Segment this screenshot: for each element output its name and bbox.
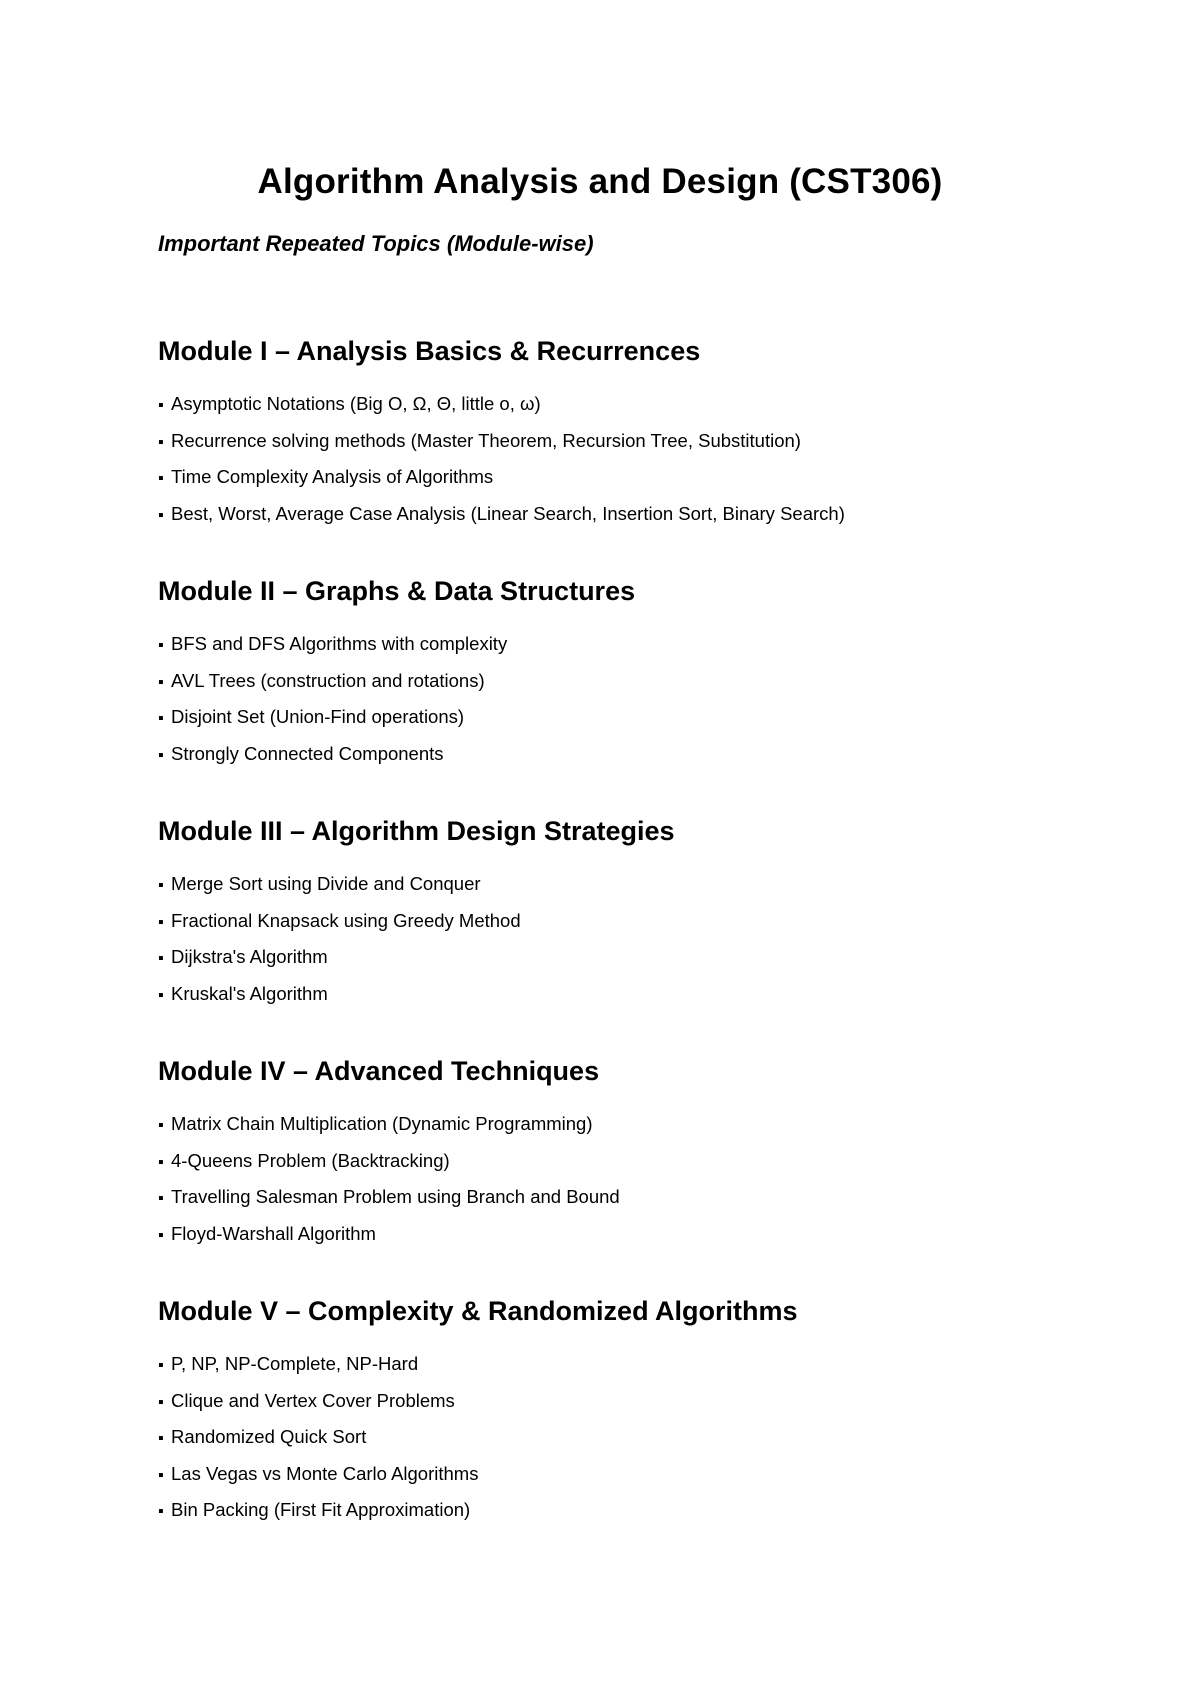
topic-text: BFS and DFS Algorithms with complexity bbox=[171, 633, 508, 654]
module-2-section bbox=[158, 574, 1118, 772]
module-heading: Module III – Algorithm Design Strategies bbox=[158, 816, 675, 846]
topic-text: Merge Sort using Divide and Conquer bbox=[171, 873, 481, 894]
list-item bbox=[158, 736, 1118, 773]
list-item bbox=[158, 1492, 1118, 1529]
bullet-icon: ▪ bbox=[158, 950, 164, 967]
bullet-icon: ▪ bbox=[158, 637, 164, 654]
bullet-icon: ▪ bbox=[158, 1226, 164, 1244]
module-5-section bbox=[158, 1294, 1118, 1529]
bullet-icon: ▪ bbox=[158, 710, 164, 727]
module-3-section bbox=[158, 814, 1118, 1012]
topic-text: Clique and Vertex Cover Problems bbox=[171, 1389, 455, 1411]
bullet-icon: ▪ bbox=[158, 877, 164, 894]
module-heading: Module I – Analysis Basics & Recurrences bbox=[158, 336, 701, 366]
list-item bbox=[158, 1143, 1118, 1180]
topic-text: Las Vegas vs Monte Carlo Algorithms bbox=[171, 1462, 479, 1484]
module-4-section bbox=[158, 1054, 1118, 1252]
topic-text: Dijkstra's Algorithm bbox=[171, 946, 328, 967]
bullet-icon: ▪ bbox=[158, 1393, 164, 1411]
topic-list bbox=[158, 1106, 1118, 1252]
module-heading: Module II – Graphs & Data Structures bbox=[158, 576, 636, 606]
bullet-icon: ▪ bbox=[158, 506, 164, 524]
topic-text: Asymptotic Notations (Big O, Ω, Θ, little o, ω) bbox=[171, 393, 541, 414]
list-item bbox=[158, 386, 1118, 423]
bullet-icon: ▪ bbox=[158, 433, 164, 451]
topic-text: 4-Queens Problem (Backtracking) bbox=[171, 1149, 450, 1171]
module-heading: Module IV – Advanced Techniques bbox=[158, 1056, 600, 1086]
list-item bbox=[158, 939, 1118, 976]
bullet-icon: ▪ bbox=[158, 1430, 164, 1447]
list-item bbox=[158, 1179, 1118, 1216]
bullet-icon: ▪ bbox=[158, 1153, 164, 1171]
topic-text: Disjoint Set (Union-Find operations) bbox=[171, 706, 465, 727]
topic-text: Kruskal's Algorithm bbox=[171, 982, 328, 1004]
list-item bbox=[158, 1346, 1118, 1383]
list-item bbox=[158, 459, 1118, 496]
bullet-icon: ▪ bbox=[158, 470, 164, 487]
bullet-icon: ▪ bbox=[158, 1190, 164, 1207]
topic-text: Randomized Quick Sort bbox=[171, 1426, 367, 1447]
topic-list bbox=[158, 866, 1118, 1012]
list-item bbox=[158, 866, 1118, 903]
bullet-icon: ▪ bbox=[158, 986, 164, 1004]
bullet-icon: ▪ bbox=[158, 1503, 164, 1520]
topic-list bbox=[158, 1346, 1118, 1529]
topic-text: Floyd-Warshall Algorithm bbox=[171, 1222, 376, 1244]
list-item bbox=[158, 1216, 1118, 1253]
list-item bbox=[158, 423, 1118, 460]
list-item bbox=[158, 663, 1118, 700]
bullet-icon: ▪ bbox=[158, 913, 164, 931]
document-title: Algorithm Analysis and Design (CST306) bbox=[257, 162, 943, 201]
topic-list bbox=[158, 386, 1118, 532]
bullet-icon: ▪ bbox=[158, 746, 164, 764]
list-item bbox=[158, 699, 1118, 736]
topic-text: Fractional Knapsack using Greedy Method bbox=[171, 909, 521, 931]
bullet-icon: ▪ bbox=[158, 397, 164, 414]
list-item bbox=[158, 1456, 1118, 1493]
topic-text: Travelling Salesman Problem using Branch and Bound bbox=[171, 1186, 620, 1207]
topic-text: Strongly Connected Components bbox=[171, 742, 444, 764]
topic-text: Best, Worst, Average Case Analysis (Linear Search, Insertion Sort, Binary Search) bbox=[171, 502, 845, 524]
list-item bbox=[158, 626, 1118, 663]
list-item bbox=[158, 1106, 1118, 1143]
topic-text: P, NP, NP-Complete, NP-Hard bbox=[171, 1353, 419, 1374]
topic-text: Time Complexity Analysis of Algorithms bbox=[171, 466, 494, 487]
list-item bbox=[158, 1383, 1118, 1420]
topic-text: AVL Trees (construction and rotations) bbox=[171, 669, 485, 691]
document-subtitle: Important Repeated Topics (Module-wise) bbox=[158, 231, 594, 256]
list-item bbox=[158, 496, 1118, 533]
bullet-icon: ▪ bbox=[158, 673, 164, 691]
module-1-section bbox=[158, 334, 1118, 532]
bullet-icon: ▪ bbox=[158, 1357, 164, 1374]
topic-text: Bin Packing (First Fit Approximation) bbox=[171, 1499, 471, 1520]
bullet-icon: ▪ bbox=[158, 1117, 164, 1134]
bullet-icon: ▪ bbox=[158, 1466, 164, 1484]
module-heading: Module V – Complexity & Randomized Algorithms bbox=[158, 1296, 798, 1326]
list-item bbox=[158, 976, 1118, 1013]
list-item bbox=[158, 1419, 1118, 1456]
topic-list bbox=[158, 626, 1118, 772]
topic-text: Recurrence solving methods (Master Theorem, Recursion Tree, Substitution) bbox=[171, 429, 801, 451]
topic-text: Matrix Chain Multiplication (Dynamic Programming) bbox=[171, 1113, 593, 1134]
list-item bbox=[158, 903, 1118, 940]
